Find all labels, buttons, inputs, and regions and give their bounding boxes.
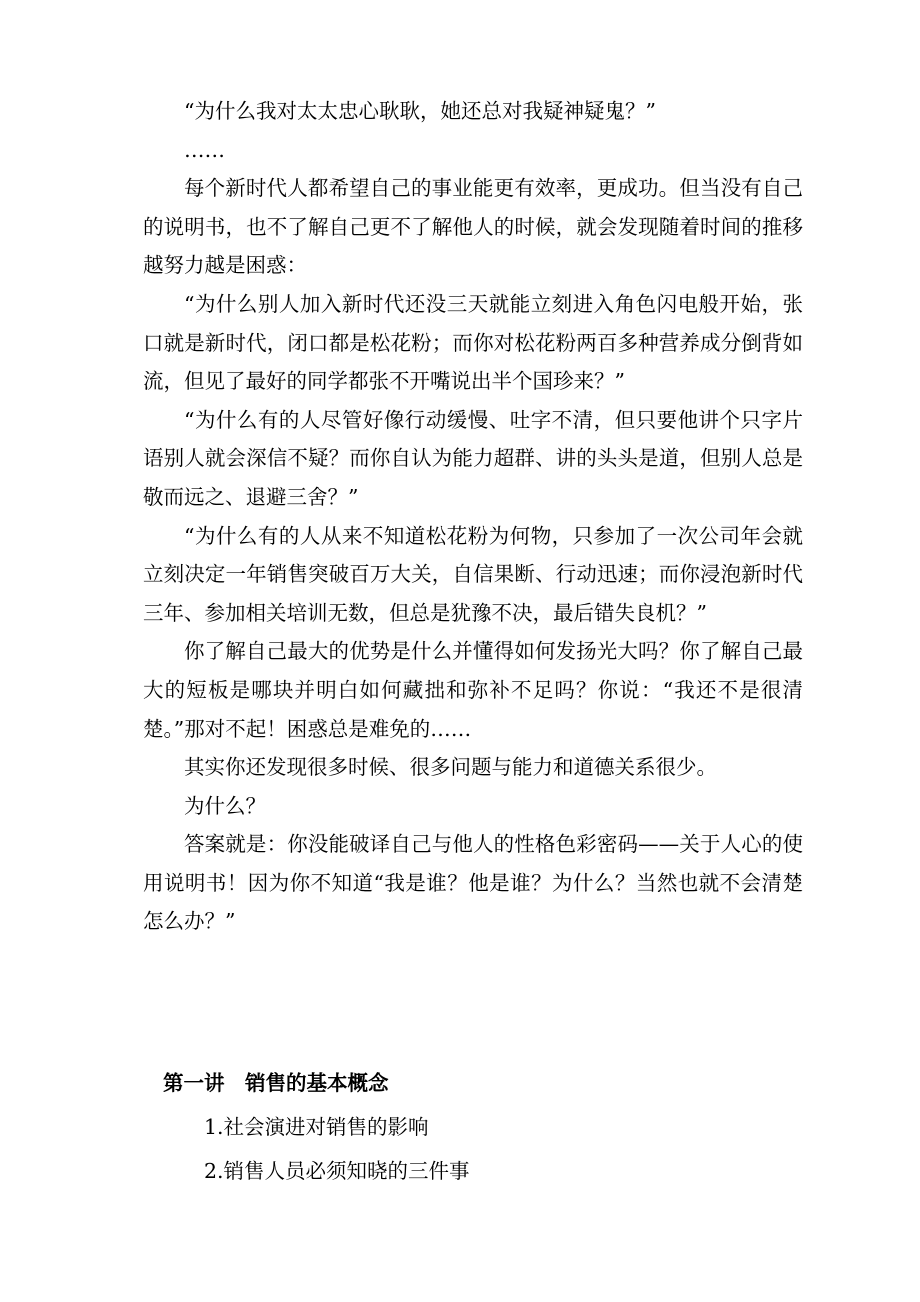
paragraph-ability: 其实你还发现很多时候、很多问题与能力和道德关系很少。 [184, 755, 717, 780]
paragraph-intro: 每个新时代人都希望自己的事业能更有效率，更成功。但当没有自己的说明书，也不了解自己更不了解他人的时候，就会发现随着时间的推移越努力越是困惑： [143, 176, 803, 278]
section-heading: 第一讲 销售的基本概念 [163, 1071, 389, 1095]
outline-item: 2.销售人员必须知晓的三件事 [204, 1159, 470, 1183]
body-text [143, 92, 803, 941]
paragraph-self-knowledge: 你了解自己最大的优势是什么并懂得如何发扬光大吗？你了解自己最大的短板是哪块并明白如何藏拙和弥补不足吗？你说：“我还不是很清楚。”那对不起！困惑总是难免的…… [143, 639, 803, 741]
paragraph-why: 为什么？ [184, 793, 266, 818]
section-outline [204, 1108, 470, 1196]
paragraph-quote-decision: “为什么有的人从来不知道松花粉为何物，只参加了一次公司年会就立刻决定一年销售突破百万大关，自信果断、行动迅速；而你浸泡新时代三年、参加相关培训无数，但总是犹豫不决，最后错失良机？” [143, 523, 803, 625]
paragraph-ellipsis: …… [184, 137, 225, 162]
paragraph-answer: 答案就是：你没能破译自己与他人的性格色彩密码——关于人心的使用说明书！因为你不知道“我是谁？他是谁？为什么？当然也就不会清楚怎么办？” [143, 832, 803, 934]
paragraph-quote-newcomer: “为什么别人加入新时代还没三天就能立刻进入角色闪电般开始，张口就是新时代，闭口都是松花粉；而你对松花粉两百多种营养成分倒背如流，但见了最好的同学都张不开嘴说出半个国珍来？” [143, 291, 803, 394]
outline-item: 1.社会演进对销售的影响 [204, 1115, 429, 1139]
paragraph-quote-wife: “为什么我对太太忠心耿耿，她还总对我疑神疑鬼？” [184, 99, 656, 123]
paragraph-quote-trust: “为什么有的人尽管好像行动缓慢、吐字不清，但只要他讲个只字片语别人就会深信不疑？而你自认为能力超群、讲的头头是道，但别人总是敬而远之、退避三舍？” [143, 407, 803, 509]
